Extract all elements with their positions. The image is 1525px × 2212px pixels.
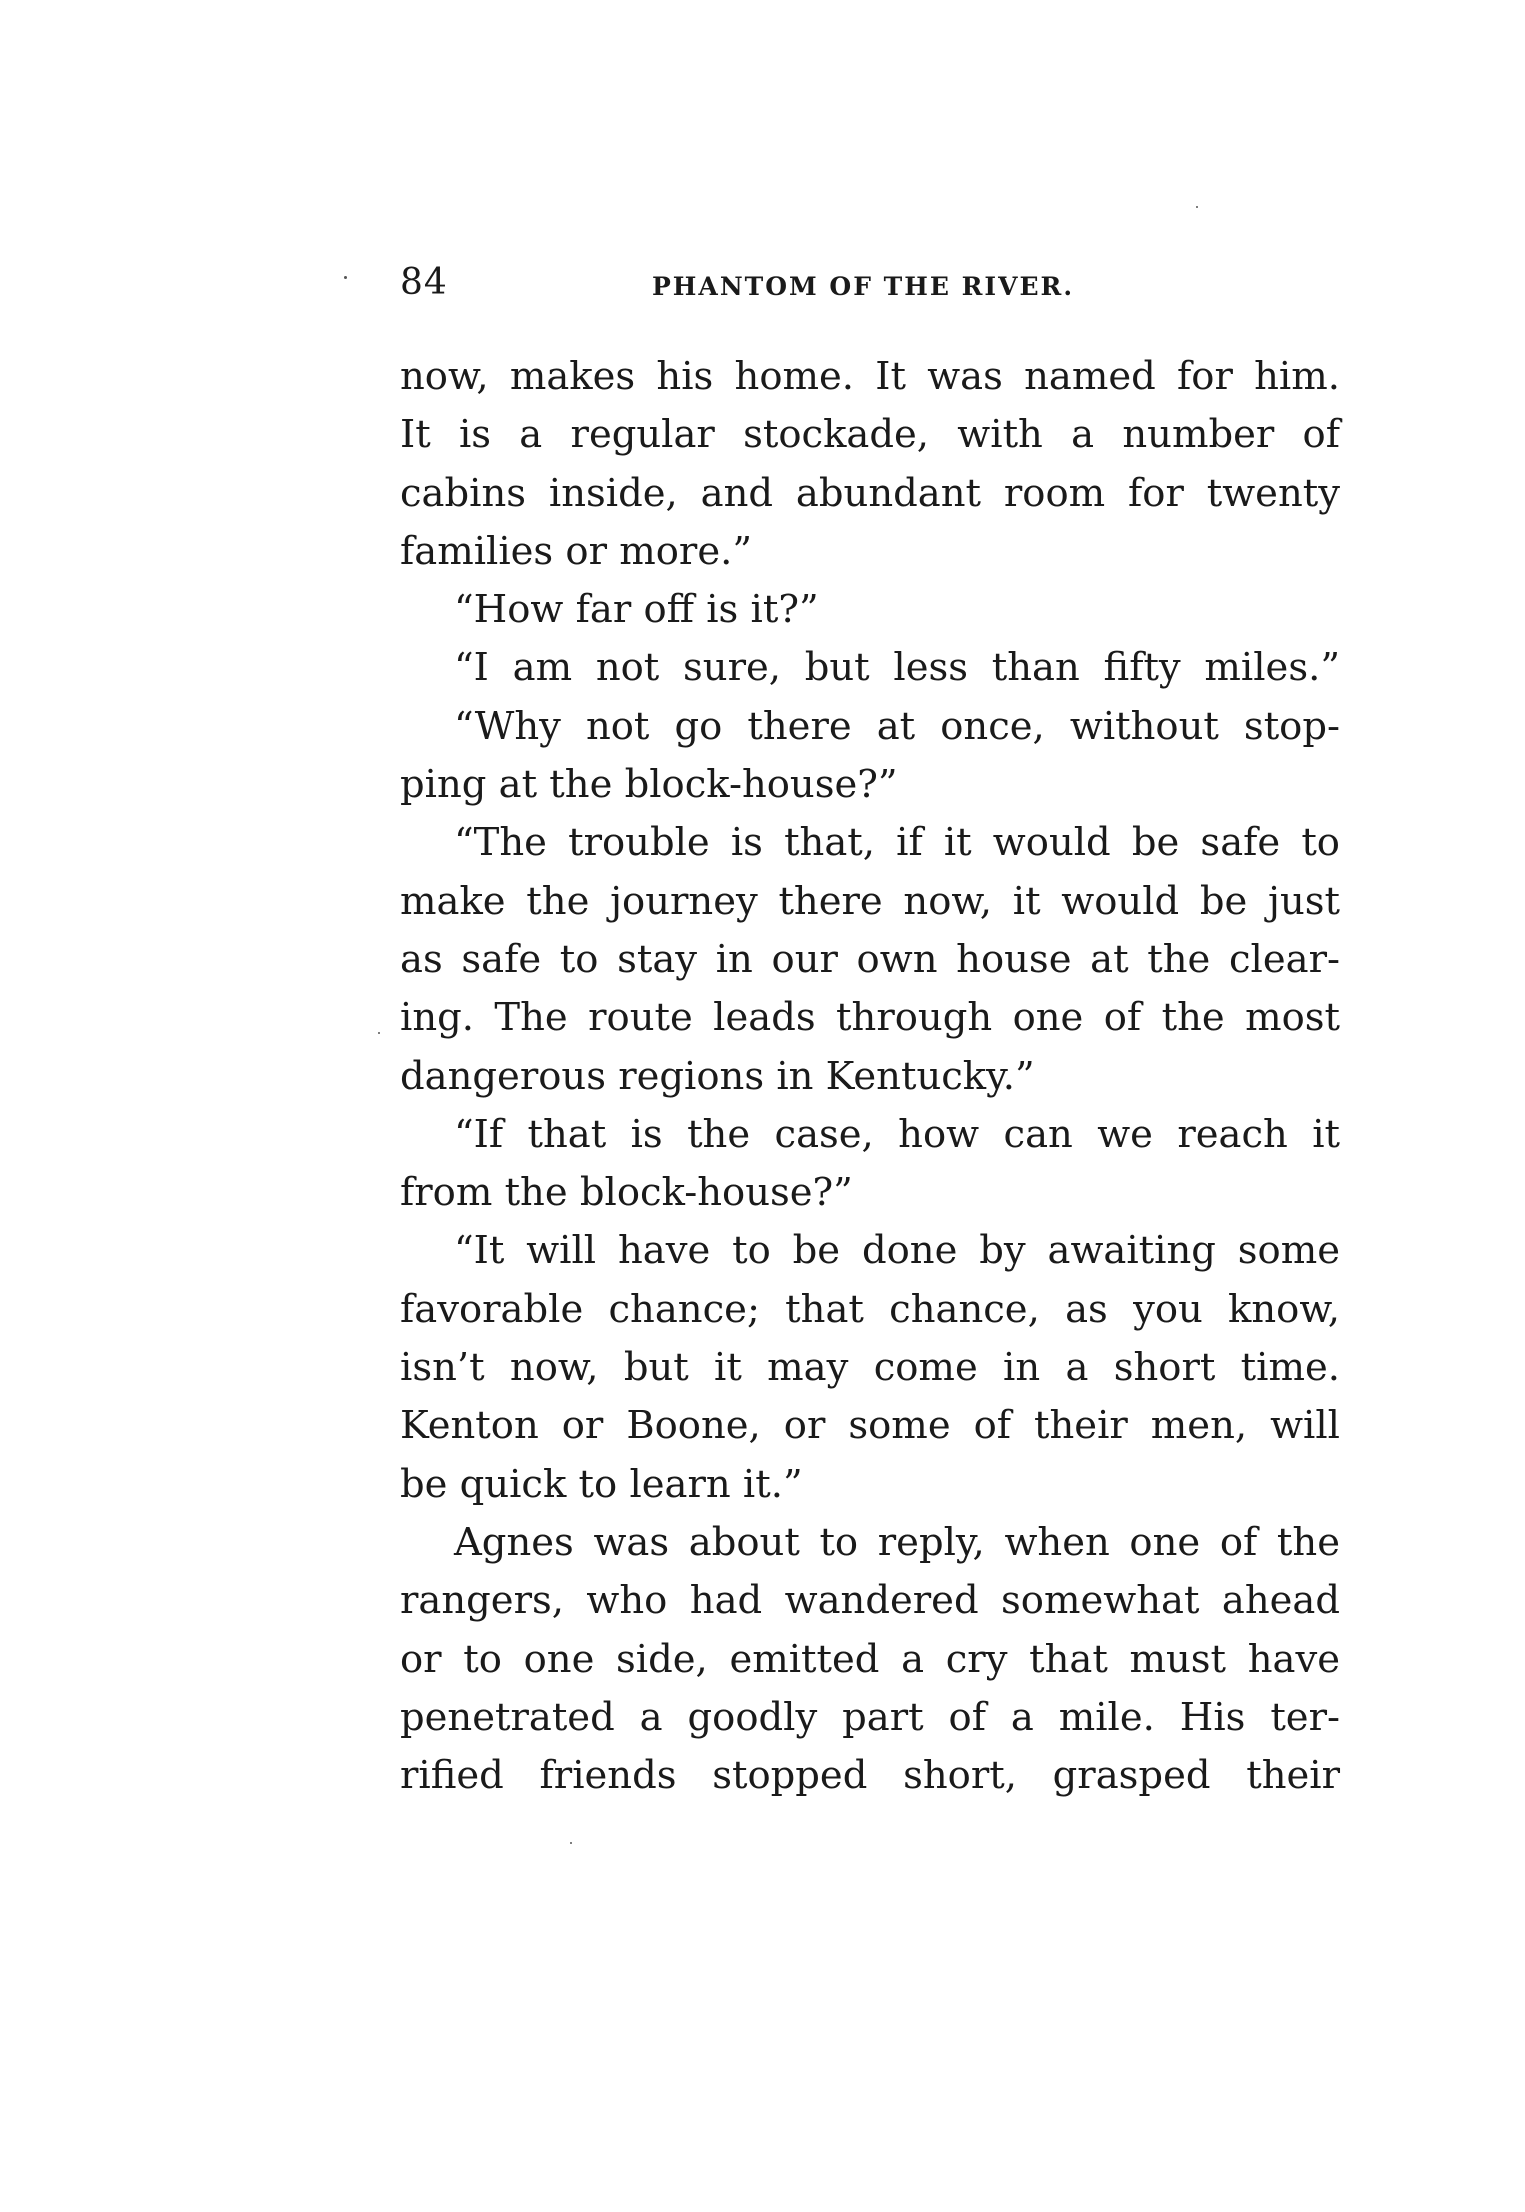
- text-line: Agnes was about to reply, when one of the: [454, 1519, 1340, 1565]
- running-head: PHANTOM OF THE RIVER.: [652, 272, 1075, 301]
- text-line: as safe to stay in our own house at the clear-: [400, 936, 1340, 982]
- text-line: from the block-house?”: [400, 1170, 853, 1216]
- dust-speck: [1196, 206, 1198, 208]
- text-line: “How far off is it?”: [454, 587, 819, 633]
- text-line: Kenton or Boone, or some of their men, will: [400, 1403, 1340, 1449]
- text-line: rified friends stopped short, grasped their: [400, 1753, 1340, 1799]
- dust-speck: [344, 276, 347, 279]
- body-text: [400, 348, 1340, 1805]
- text-line: be quick to learn it.”: [400, 1461, 803, 1507]
- text-line: ping at the block-house?”: [400, 762, 898, 808]
- text-line: It is a regular stockade, with a number of: [400, 412, 1340, 458]
- text-line: make the journey there now, it would be just: [400, 878, 1340, 924]
- dust-speck: [570, 1842, 572, 1844]
- text-line: or to one side, emitted a cry that must have: [400, 1636, 1340, 1682]
- text-line: “Why not go there at once, without stop-: [454, 703, 1340, 749]
- text-line: “I am not sure, but less than fifty miles.”: [454, 645, 1340, 691]
- text-line: now, makes his home. It was named for him.: [400, 354, 1340, 399]
- text-line: penetrated a goodly part of a mile. His ter-: [400, 1694, 1340, 1740]
- text-line: “The trouble is that, if it would be safe to: [454, 820, 1340, 866]
- page-number: 84: [400, 262, 448, 303]
- page-header: [400, 262, 1340, 312]
- text-line: “If that is the case, how can we reach it: [454, 1111, 1340, 1157]
- text-line: favorable chance; that chance, as you know,: [400, 1286, 1340, 1332]
- text-line: isn’t now, but it may come in a short time.: [400, 1345, 1340, 1391]
- text-line: rangers, who had wandered somewhat ahead: [400, 1578, 1340, 1624]
- text-line: cabins inside, and abundant room for twenty: [400, 470, 1340, 516]
- dust-speck: [378, 1032, 380, 1034]
- text-line: ing. The route leads through one of the most: [400, 995, 1340, 1041]
- text-line: “It will have to be done by awaiting some: [454, 1228, 1340, 1274]
- text-line: families or more.”: [400, 528, 753, 574]
- text-line: dangerous regions in Kentucky.”: [400, 1053, 1035, 1099]
